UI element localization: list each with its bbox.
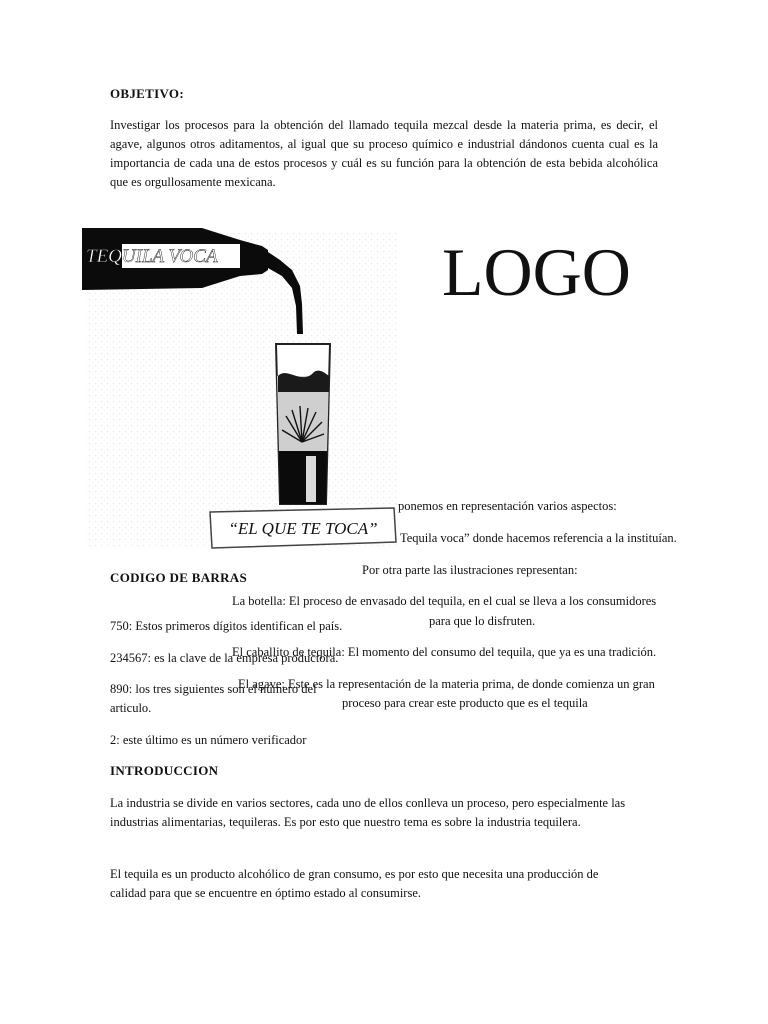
botella-line-2: para que lo disfruten. [429, 614, 536, 628]
codigo-line-2: 2: este último es un número verificador [110, 733, 307, 747]
caballito-line: El caballito de tequila: El momento del consumo del tequila, que ya es una tradición. [232, 645, 657, 659]
codigo-line-234567: 234567: es la clave de la empresa productora. [110, 651, 339, 665]
codigo-line-890: 890: los tres siguientes son el número del [110, 682, 317, 696]
objetivo-paragraph: Investigar los procesos para la obtención del llamado tequila mezcal desde la materia prima, es decir, el agave, algunos otros aditamentos, al igual que su proceso químico e industrial dándonos cuenta cual es la importancia de cada una de estos procesos y cuál es su función para la obtención de esta bebida alcohólica que es orgullosamente mexicana. [110, 118, 658, 189]
tequila-logo-illustration [82, 226, 402, 552]
codigo-line-890-cont: articulo. [110, 701, 152, 715]
botella-line-1: La botella: El proceso de envasado del tequila, en el cual se lleva a los consumidores [232, 594, 657, 608]
introduccion-heading: INTRODUCCION [110, 763, 219, 778]
agave-line-1: El agave: Este es la representación de la materia prima, de donde comienza un gran [238, 677, 655, 691]
introduccion-paragraph-1: La industria se divide en varios sectores, cada uno de ellos conlleva un proceso, pero especialmente las industrias alimentarias, tequileras. Es por esto que nuestro tema es sobre la industria tequilera. [110, 796, 626, 829]
codigo-line-750: 750: Estos primeros dígitos identifican el país. [110, 619, 343, 633]
logo-heading: LOGO [442, 234, 631, 310]
logo-line-2: Tequila voca” donde hacemos referencia a la instituían. [400, 531, 677, 545]
logo-line-1: ponemos en representación varios aspectos: [398, 499, 617, 513]
shot-glass-icon [276, 344, 330, 504]
logo-line-3: Por otra parte las ilustraciones representan: [362, 563, 578, 577]
bottle-label: TEQUILA VOCA [86, 246, 218, 267]
codigo-heading: CODIGO DE BARRAS [110, 570, 247, 585]
objetivo-heading: OBJETIVO: [110, 86, 184, 101]
logo-banner: “EL QUE TE TOCA” [228, 519, 378, 538]
introduccion-paragraph-2: El tequila es un producto alcohólico de gran consumo, es por esto que necesita una producción de calidad para que se encuentre en óptimo estado al consumirse. [110, 867, 599, 900]
agave-line-2: proceso para crear este producto que es el tequila [342, 696, 588, 710]
